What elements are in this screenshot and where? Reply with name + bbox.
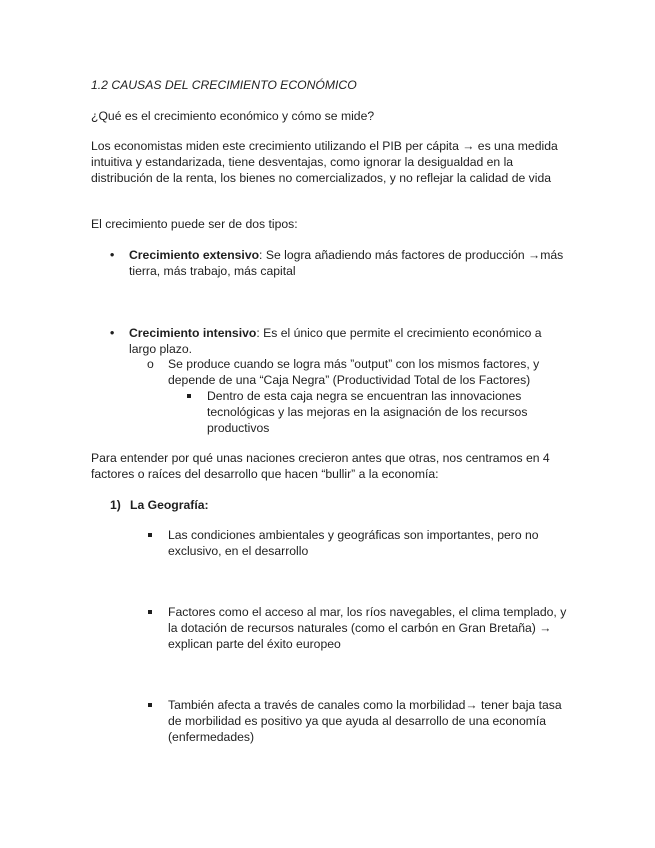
geo-point-text: Las condiciones ambientales y geográficas son importantes, pero no exclusivo, en el desarrollo bbox=[168, 528, 539, 558]
section-title: 1.2 CAUSAS DEL CRECIMIENTO ECONÓMICO bbox=[91, 78, 357, 92]
square-marker bbox=[148, 533, 152, 537]
square-marker bbox=[148, 703, 152, 707]
geo-point-morbidity bbox=[168, 697, 568, 745]
text-extensive: : Se logra añadiendo más factores de producción →más tierra, más trabajo, más capital bbox=[129, 248, 564, 278]
square-marker bbox=[148, 610, 152, 614]
term-extensive: Crecimiento extensivo bbox=[129, 248, 260, 262]
bullet-marker: • bbox=[110, 326, 115, 340]
sub-sub-bullet-black-box bbox=[207, 388, 547, 436]
sub-sub-bullet-text: Dentro de esta caja negra se encuentran las innovaciones tecnológicas y las mejoras en la asignación de los recursos productivos bbox=[207, 389, 528, 435]
circle-marker: o bbox=[147, 357, 154, 371]
list-number: 1) bbox=[110, 498, 121, 512]
question-text: ¿Qué es el crecimiento económico y cómo se mide? bbox=[91, 109, 375, 123]
geo-point-text: Factores como el acceso al mar, los ríos navegables, el clima templado, y la dotación de recursos naturales (como el carbón en Gran Bretaña) → explican parte del éxito europeo bbox=[168, 605, 567, 651]
square-marker bbox=[187, 394, 191, 398]
sub-bullet-output-text: Se produce cuando se logra más ”output” con los mismos factores, y depende de una “Caja Negra” (Productividad Total de los Factores) bbox=[168, 357, 540, 387]
text-intensive: : Es el único que permite el crecimiento económico a largo plazo. bbox=[129, 326, 542, 356]
bullet-extensive bbox=[110, 247, 569, 279]
sub-bullet-output bbox=[147, 356, 568, 388]
paragraph-four-factors: Para entender por qué unas naciones crecieron antes que otras, nos centramos en 4 factores o raíces del desarrollo que hacen “bullir” a la economía: bbox=[91, 451, 550, 481]
geo-point-text: También afecta a través de canales como la morbilidad→ tener baja tasa de morbilidad es positivo ya que ayuda al desarrollo de una economía (enfermedades) bbox=[168, 698, 562, 744]
bullet-intensive bbox=[110, 325, 569, 357]
geo-point-conditions bbox=[168, 527, 568, 559]
paragraph-pib: Los economistas miden este crecimiento utilizando el PIB per cápita → es una medida intuitiva y estandarizada, tiene desventajas, como ignorar la desigualdad en la distribución de la renta, los bienes no comercializados, y no reflejar la calidad de vida bbox=[91, 139, 558, 185]
paragraph-types-intro: El crecimiento puede ser de dos tipos: bbox=[91, 217, 298, 231]
heading-geography: La Geografía: bbox=[130, 498, 209, 512]
term-intensive: Crecimiento intensivo bbox=[129, 326, 257, 340]
geo-point-factors bbox=[168, 604, 568, 652]
numbered-heading-geography bbox=[110, 497, 209, 513]
bullet-marker: • bbox=[110, 248, 115, 262]
